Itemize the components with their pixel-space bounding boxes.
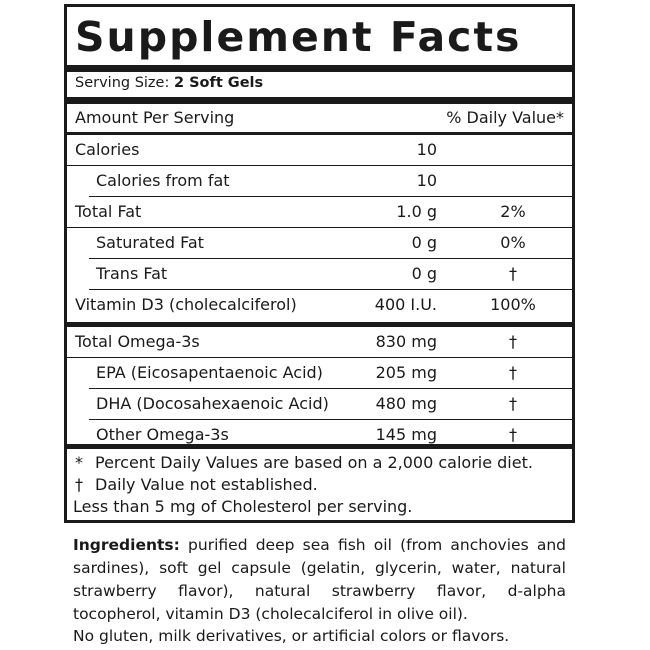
nutrient-daily-value: † <box>509 332 517 351</box>
thick-divider <box>67 322 572 327</box>
nutrient-row <box>67 358 572 389</box>
nutrient-name: Saturated Fat <box>96 233 204 252</box>
nutrient-daily-value: 100% <box>490 295 536 314</box>
nutrient-name: Total Fat <box>75 202 142 221</box>
nutrient-row <box>67 327 572 358</box>
nutrient-amount: 1.0 g <box>396 202 437 221</box>
ingredients-paragraph <box>73 534 566 626</box>
daily-value-header: % Daily Value* <box>446 108 564 127</box>
footnote-star-symbol: * <box>75 453 83 472</box>
nutrient-name: Calories from fat <box>96 171 230 190</box>
nutrient-name: Other Omega-3s <box>96 425 229 444</box>
footnote-cholesterol: Less than 5 mg of Cholesterol per serving. <box>73 497 413 516</box>
nutrient-name: Vitamin D3 (cholecalciferol) <box>75 295 297 314</box>
nutrient-row <box>67 197 572 228</box>
panel-title: Supplement Facts <box>75 13 522 61</box>
nutrient-daily-value: † <box>509 394 517 413</box>
serving-size-label: Serving Size: <box>75 75 170 91</box>
nutrient-name: EPA (Eicosapentaenoic Acid) <box>96 363 323 382</box>
footnote-dagger <box>75 474 570 496</box>
nutrient-amount: 830 mg <box>375 332 437 351</box>
ingredients-text: purified deep sea fish oil (from anchovies and sardines), soft gel capsule (gelatin, glycerin, water, natural strawberry flavor), natural strawberry flavor, d-alpha tocopherol, vitamin D3 (cholecalciferol in olive oil). <box>73 536 566 623</box>
nutrient-name: DHA (Docosahexaenoic Acid) <box>96 394 329 413</box>
thick-divider <box>67 65 572 72</box>
nutrient-row <box>67 259 572 290</box>
amount-per-serving-header: Amount Per Serving <box>75 108 235 127</box>
thick-divider <box>67 444 572 449</box>
nutrient-amount: 10 <box>416 140 437 159</box>
ingredients-label: Ingredients: <box>73 536 180 554</box>
nutrient-amount: 0 g <box>411 233 437 252</box>
nutrient-daily-value: 2% <box>500 202 526 221</box>
nutrient-amount: 10 <box>416 171 437 190</box>
footnote-dagger-symbol: † <box>75 475 83 494</box>
nutrient-amount: 145 mg <box>375 425 437 444</box>
nutrient-row <box>67 228 572 259</box>
nutrient-name: Trans Fat <box>96 264 168 283</box>
footnote-dagger-text: Daily Value not established. <box>95 475 318 494</box>
nutrient-name: Calories <box>75 140 140 159</box>
nutrient-row <box>67 166 572 197</box>
nutrient-amount: 205 mg <box>375 363 437 382</box>
serving-size-value: 2 Soft Gels <box>173 75 264 91</box>
nutrient-row <box>67 290 572 321</box>
nutrient-row <box>67 389 572 420</box>
nutrient-amount: 400 I.U. <box>374 295 437 314</box>
nutrient-name: Total Omega-3s <box>75 332 200 351</box>
thick-divider <box>67 97 572 104</box>
footnote-percent <box>75 452 570 474</box>
nutrient-daily-value: † <box>509 264 517 283</box>
supplement-facts-panel <box>64 4 575 523</box>
nutrient-daily-value: 0% <box>500 233 526 252</box>
footnote-star-text: Percent Daily Values are based on a 2,000 calorie diet. <box>95 453 533 472</box>
nutrient-row <box>67 135 572 166</box>
nutrient-daily-value: † <box>509 363 517 382</box>
nutrient-amount: 480 mg <box>375 394 437 413</box>
free-from-statement: No gluten, milk derivatives, or artificial colors or flavors. <box>73 627 510 645</box>
serving-size <box>75 73 263 93</box>
nutrient-daily-value: † <box>509 425 517 444</box>
nutrient-amount: 0 g <box>411 264 437 283</box>
